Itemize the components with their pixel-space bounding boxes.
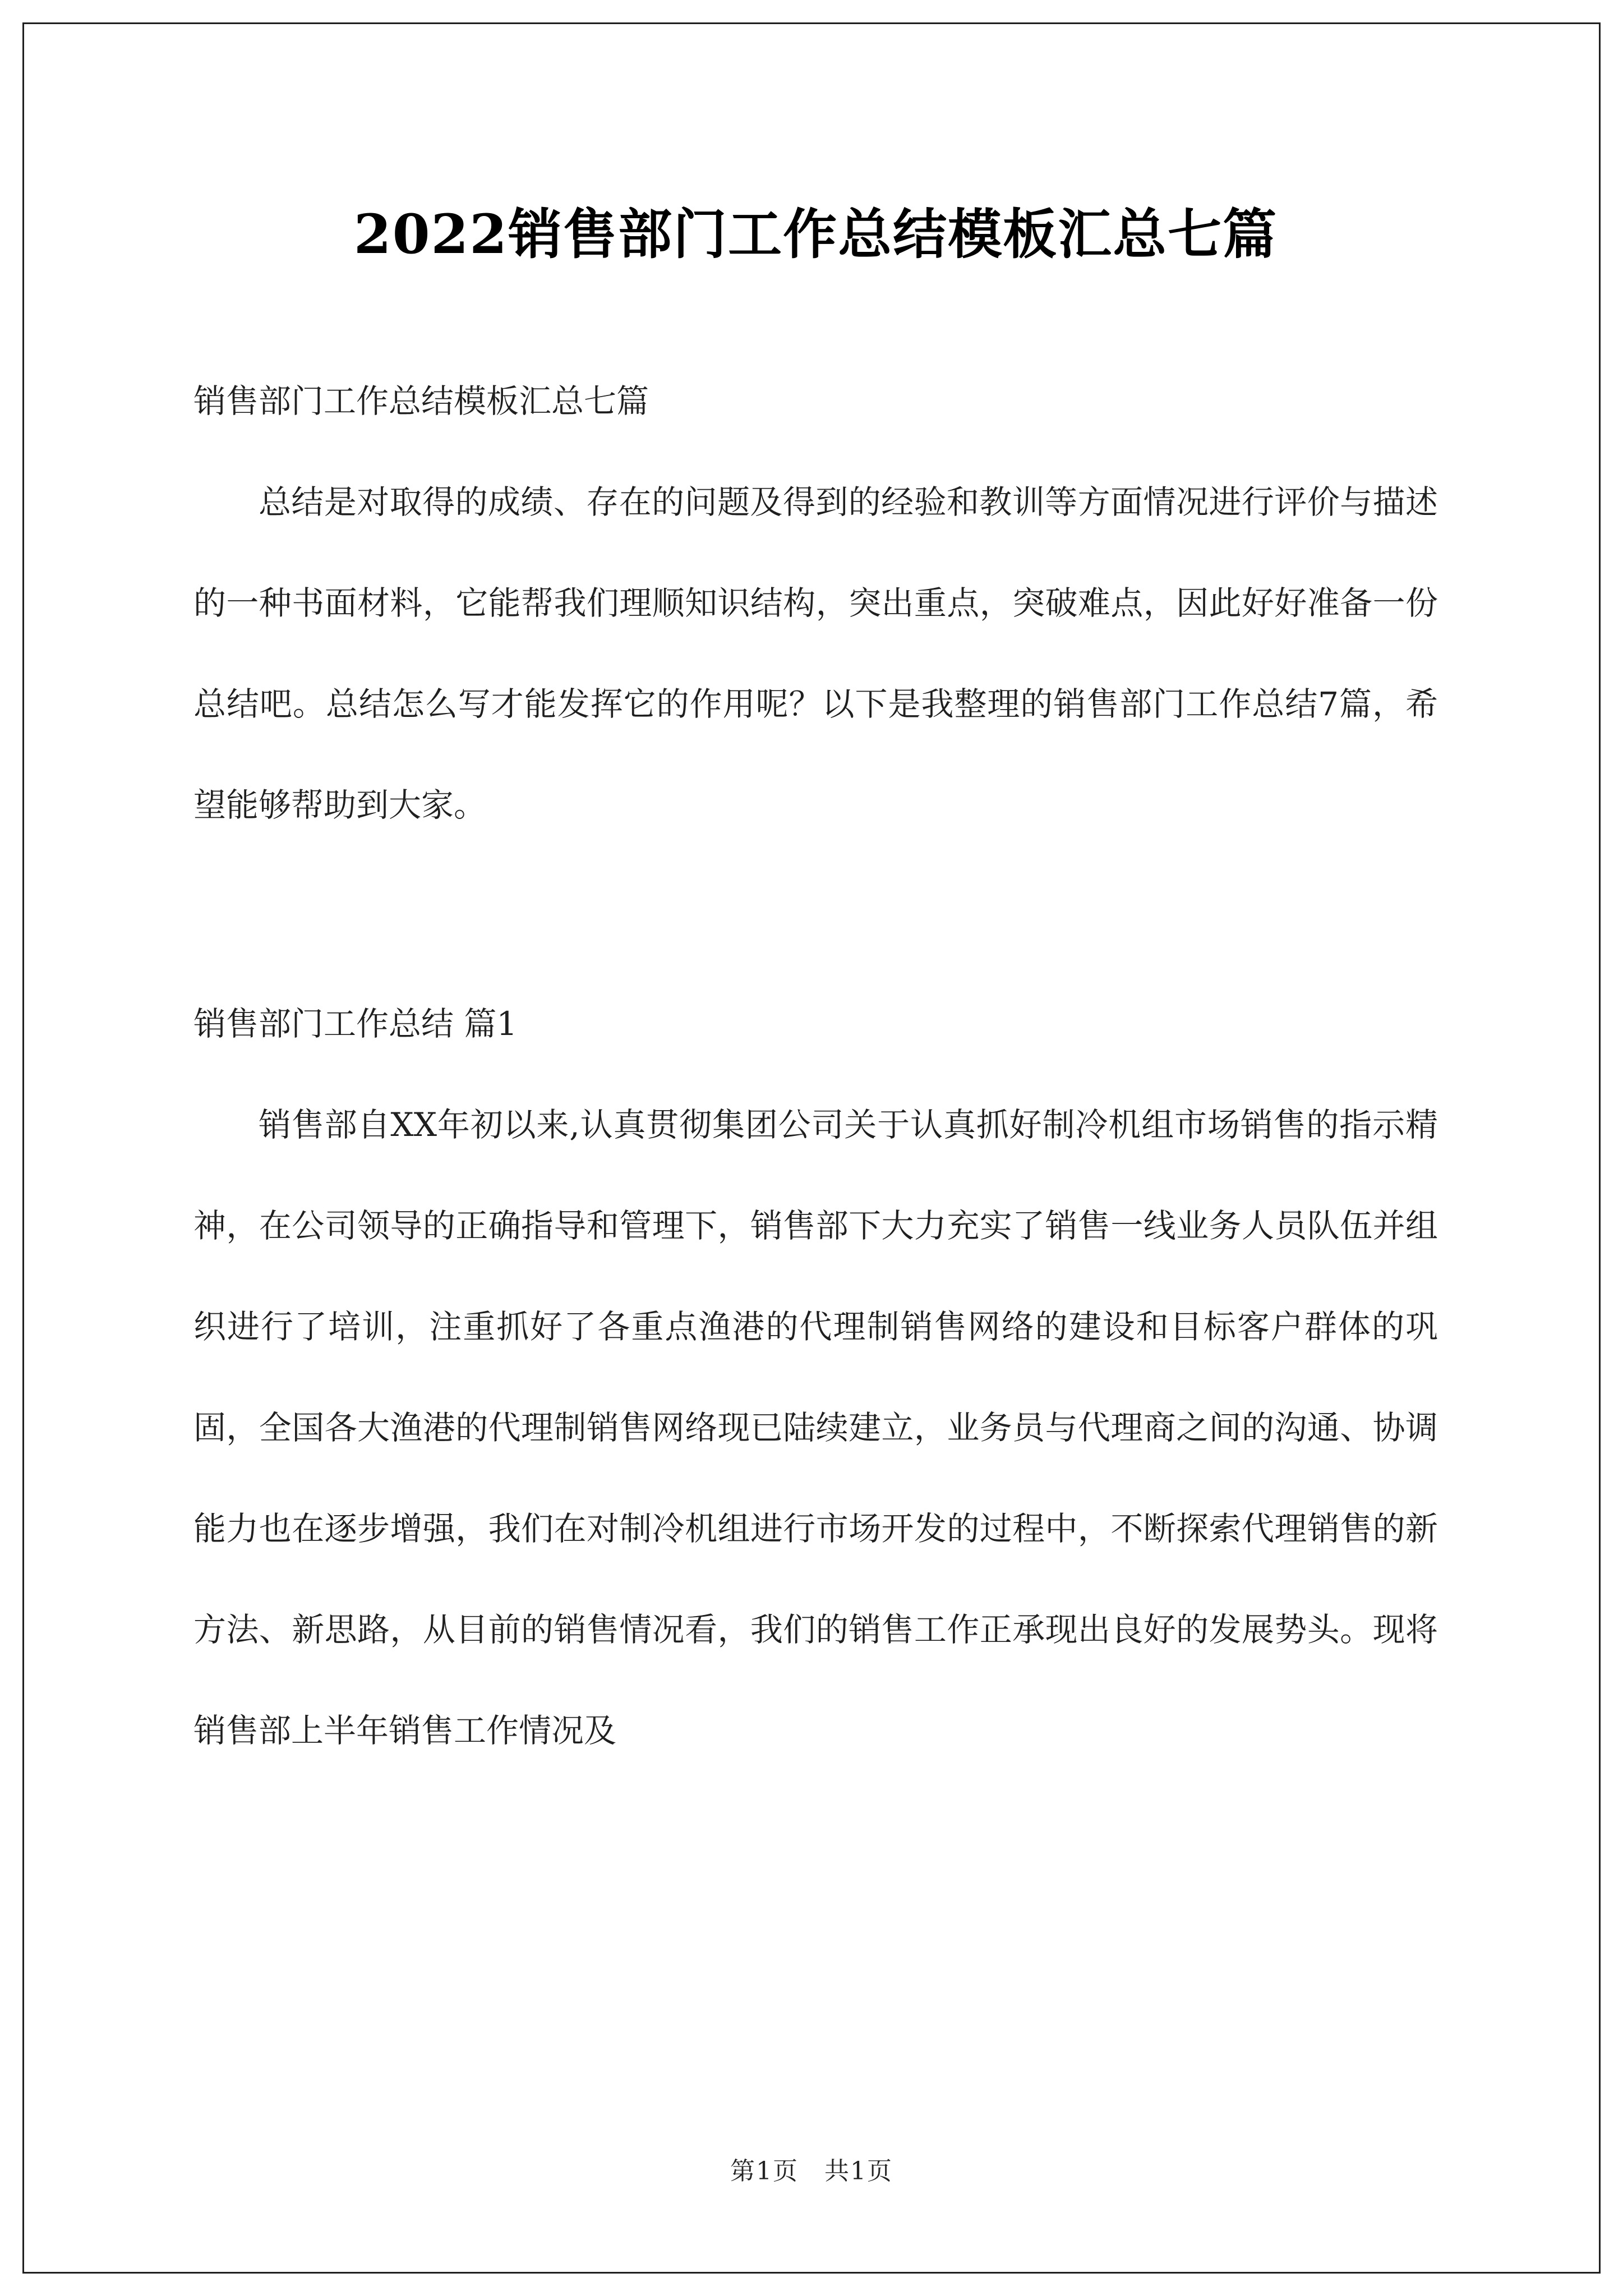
paragraph-section-heading: 销售部门工作总结 篇1 <box>193 1005 518 1043</box>
page-footer: 第1页 共1页 <box>730 2157 893 2185</box>
document-title: 2022销售部门工作总结模板汇总七篇 <box>353 203 1278 266</box>
paragraph-body: 销售部自XX年初以来,认真贯彻集团公司关于认真抓好制冷机组市场销售的指示精神，在公司领导的正确指导和管理下，销售部下大力充实了销售一线业务人员队伍并组织进行了培训，注重抓好了各重点渔港的代理制销售网络的建设和目标客户群体的巩固，全国各大渔港的代理制销售网络现已陆续建立，业务员与代理商之间的沟通、协调能力也在逐步增强，我们在对制冷机组进行市场开发的过程中，不断探索代理销售的新方法、新思路，从目前的销售情况看，我们的销售工作正承现出良好的发展势头。现将销售部上半年销售工作情况及 <box>193 1106 1438 1750</box>
paragraph-subtitle: 销售部门工作总结模板汇总七篇 <box>193 382 649 421</box>
paragraph-intro: 总结是对取得的成绩、存在的问题及得到的经验和教训等方面情况进行评价与描述的一种书面材料，它能帮我们理顺知识结构，突出重点，突破难点，因此好好准备一份总结吧。总结怎么写才能发挥它的作用呢？以下是我整理的销售部门工作总结7篇，希望能够帮助到大家。 <box>193 483 1438 825</box>
document-content <box>193 202 1438 1781</box>
